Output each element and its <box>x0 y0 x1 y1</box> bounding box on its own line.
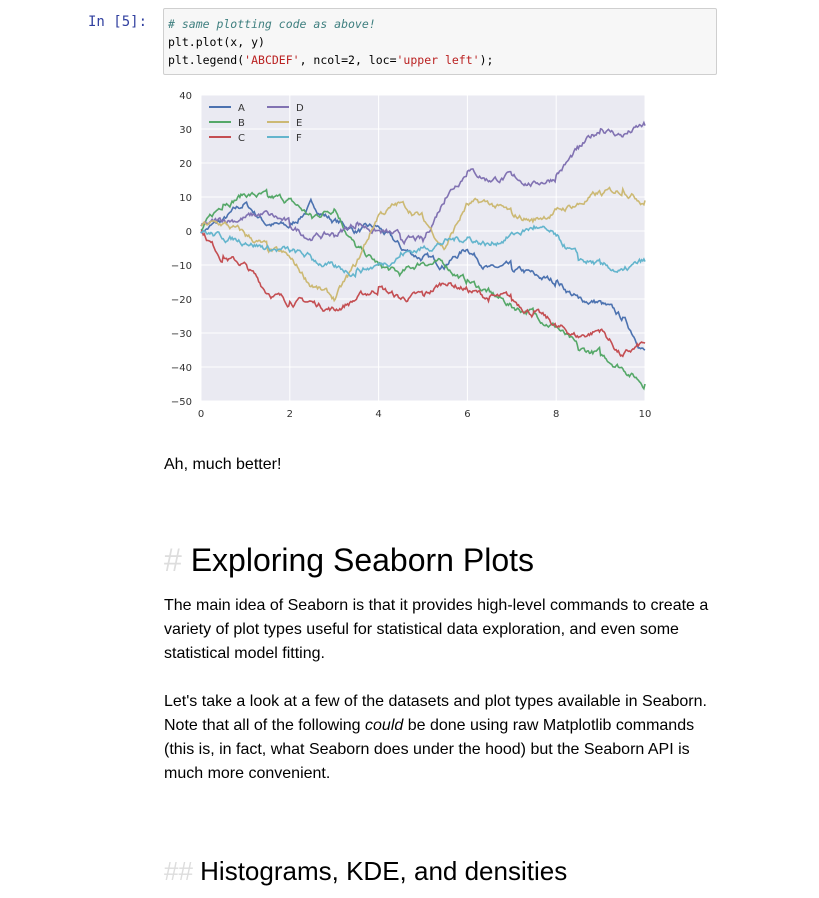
line-chart <box>160 85 660 420</box>
legend-label: A <box>238 103 245 114</box>
y-tick-label: −50 <box>170 397 192 408</box>
paragraph: The main idea of Seaborn is that it provides high-level commands to create a variety of plot types useful for statistical data exploration, and even some statistical model fitting. <box>164 597 709 662</box>
x-tick-label: 8 <box>553 409 560 420</box>
y-tick-label: −40 <box>170 363 192 374</box>
y-tick-label: 20 <box>179 159 192 170</box>
legend-label: F <box>296 133 302 144</box>
x-tick-label: 6 <box>464 409 471 420</box>
legend-label: E <box>296 118 303 129</box>
cell-prompt: In [5]: <box>88 14 148 30</box>
x-tick-label: 10 <box>638 409 652 420</box>
code-token: plt.legend( <box>168 53 245 67</box>
y-tick-label: 0 <box>185 227 192 238</box>
heading-anchor[interactable]: # <box>164 542 182 578</box>
code-line: plt.plot(x, y) <box>168 35 265 49</box>
legend-label: B <box>238 118 245 129</box>
x-tick-label: 4 <box>375 409 382 420</box>
output-text: Ah, much better! <box>164 456 282 473</box>
paragraph-text: Let's take a look at a few of the datasets and plot types available in Seaborn. Note that all of the following <box>164 693 707 734</box>
paragraph-text: be done using raw Matplotlib commands (this is, in fact, what Seaborn does under the hood) but the Seaborn API is much more convenient. <box>164 717 695 782</box>
y-tick-label: −30 <box>170 329 192 340</box>
code-string: 'ABCDEF' <box>244 53 300 67</box>
heading-histograms <box>164 853 724 889</box>
x-tick-label: 0 <box>197 409 205 420</box>
heading-exploring-seaborn <box>164 538 724 582</box>
heading-text: Exploring Seaborn Plots <box>190 542 534 578</box>
code-token: ); <box>479 53 494 67</box>
code-string: 'upper left' <box>396 53 480 67</box>
heading-text: Histograms, KDE, and densities <box>200 856 568 886</box>
x-tick-label: 2 <box>286 409 293 420</box>
legend-label: C <box>238 133 245 144</box>
code-cell[interactable] <box>163 8 717 75</box>
emphasis: could <box>365 717 404 734</box>
code-token: , ncol=2, loc= <box>299 53 397 67</box>
heading-anchor[interactable]: ## <box>164 856 193 886</box>
y-tick-label: −20 <box>170 295 192 306</box>
y-tick-label: 10 <box>179 193 192 204</box>
y-tick-label: 30 <box>179 125 192 136</box>
code-line <box>168 51 712 69</box>
y-tick-label: −10 <box>170 261 192 272</box>
legend-label: D <box>296 103 304 114</box>
paragraph <box>164 690 709 786</box>
code-comment: # same plotting code as above! <box>168 17 376 31</box>
y-tick-label: 40 <box>179 91 192 102</box>
